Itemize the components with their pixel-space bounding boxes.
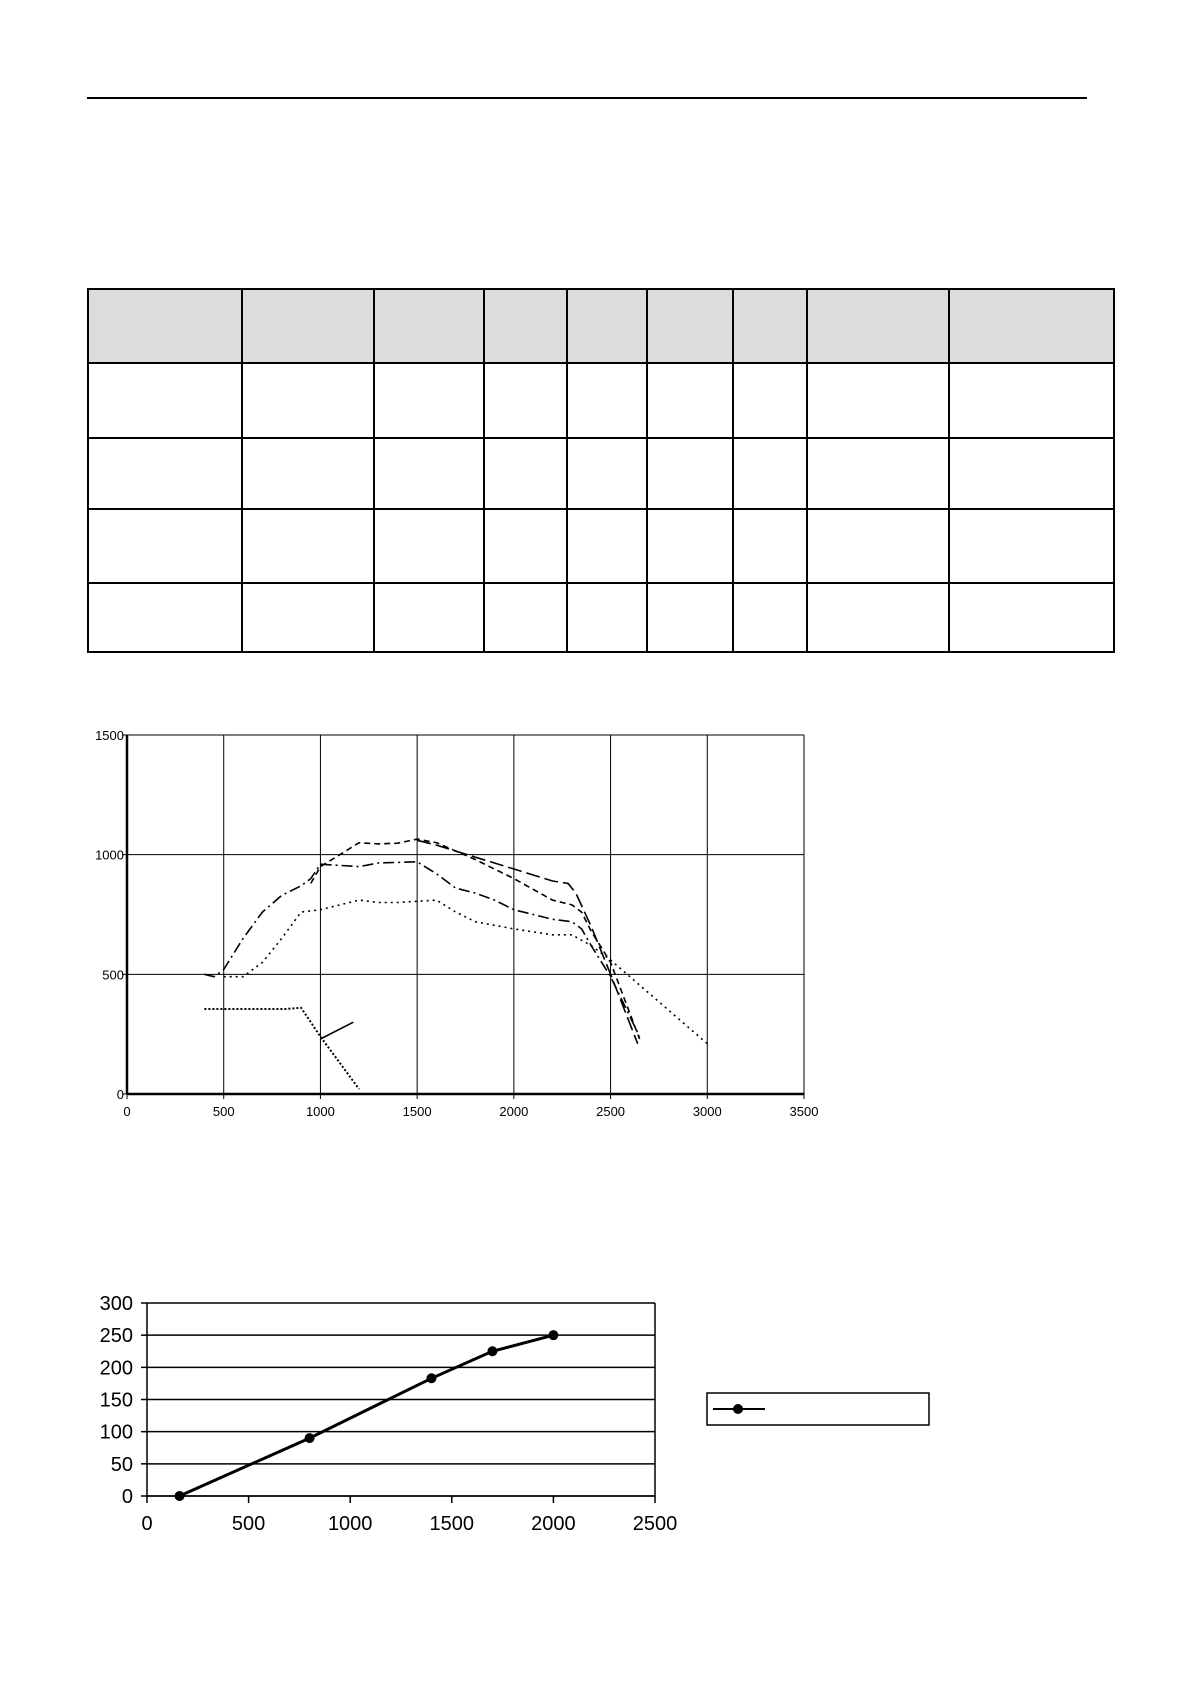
series-line-curve-long-dash bbox=[417, 840, 638, 1043]
y-tick-label: 200 bbox=[99, 1357, 133, 1380]
series-line-curve-fine-dotted bbox=[204, 1008, 359, 1089]
y-tick-label: 1000 bbox=[95, 847, 124, 863]
y-tick-label: 500 bbox=[102, 967, 124, 983]
y-tick-label: 250 bbox=[99, 1325, 133, 1348]
x-tick-label: 2500 bbox=[632, 1513, 678, 1535]
x-tick-label: 1000 bbox=[305, 1104, 335, 1119]
x-tick-label: 1500 bbox=[429, 1513, 475, 1535]
x-tick-label: 2000 bbox=[531, 1513, 576, 1535]
y-tick-label: 0 bbox=[121, 1486, 133, 1508]
x-tick-label: 3000 bbox=[692, 1104, 722, 1119]
power-chart bbox=[100, 1293, 929, 1535]
x-tick-label: 500 bbox=[231, 1513, 266, 1535]
x-tick-label: 3500 bbox=[789, 1104, 819, 1119]
y-tick-label: 300 bbox=[99, 1293, 133, 1315]
x-tick-label: 0 bbox=[123, 1104, 131, 1119]
x-tick-label: 2000 bbox=[499, 1104, 529, 1119]
data-point bbox=[548, 1330, 558, 1340]
series-line-curve-short-dash bbox=[311, 839, 640, 1039]
data-point bbox=[426, 1373, 436, 1383]
x-tick-label: 2500 bbox=[596, 1104, 626, 1119]
legend bbox=[707, 1393, 929, 1425]
x-tick-label: 1000 bbox=[327, 1513, 373, 1535]
x-tick-label: 0 bbox=[141, 1513, 153, 1535]
y-tick-label: 100 bbox=[99, 1421, 133, 1444]
data-point bbox=[175, 1491, 185, 1501]
y-tick-label: 1500 bbox=[95, 728, 124, 743]
torque-chart bbox=[95, 728, 818, 1119]
y-tick-label: 0 bbox=[116, 1087, 124, 1102]
series-line-leader-line bbox=[320, 1022, 353, 1039]
data-point bbox=[305, 1433, 315, 1443]
series-line-curve-dotted bbox=[224, 900, 708, 1044]
series-line bbox=[180, 1335, 554, 1496]
data-point bbox=[487, 1346, 497, 1356]
x-tick-label: 1500 bbox=[402, 1104, 432, 1119]
legend-marker bbox=[733, 1404, 743, 1414]
series-line-curve-dash-dot bbox=[204, 862, 639, 1037]
y-tick-label: 150 bbox=[99, 1389, 133, 1412]
y-tick-label: 50 bbox=[110, 1453, 133, 1476]
x-tick-label: 500 bbox=[212, 1104, 235, 1119]
